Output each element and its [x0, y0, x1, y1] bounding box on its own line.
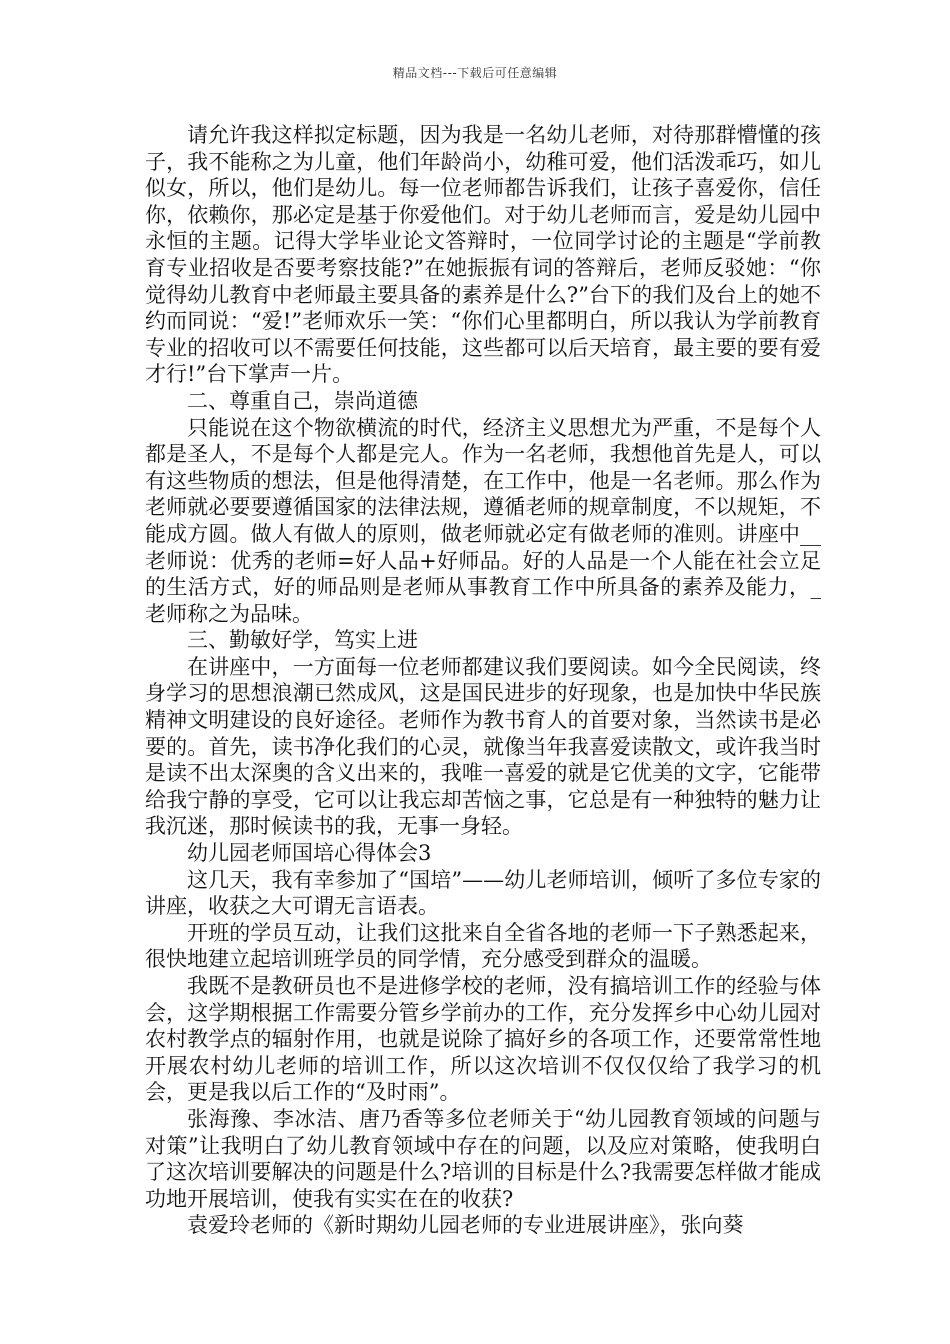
paragraph: 开班的学员互动，让我们这批来自全省各地的老师一下子熟悉起来，很快地建立起培训班学员的同学情，充分感受到群众的温暖。 [145, 920, 821, 972]
page-header: 精品文档---下载后可任意编辑 [392, 66, 558, 80]
paragraph: 张海豫、李冰洁、唐乃香等多位老师关于“幼儿园教育领域的问题与对策”让我明白了幼儿教育领域中存在的问题，以及应对策略，使我明白了这次培训要解决的问题是什么?培训的目标是什么?我需要怎样做才能成功地开展培训，使我有实实在在的收获? [145, 1106, 821, 1211]
paragraph: 请允许我这样拟定标题，因为我是一名幼儿老师，对待那群懵懂的孩子，我不能称之为儿童，他们年龄尚小，幼稚可爱，他们活泼乖巧，如儿似女，所以，他们是幼儿。每一位老师都告诉我们，让孩子喜爱你，信任你，依赖你，那必定是基于你爱他们。对于幼儿老师而言，爱是幼儿园中永恒的主题。记得大学毕业论文答辩时，一位同学讨论的主题是“学前教育专业招收是否要考察技能?”在她振振有词的答辩后，老师反驳她：“你觉得幼儿教育中老师最主要具备的素养是什么?”台下的我们及台上的她不约而同说：“爱!”老师欢乐一笑：“你们心里都明白，所以我认为学前教育专业的招收可以不需要任何技能，这些都可以后天培育，最主要的要有爱才行!”台下掌声一片。 [145, 123, 821, 387]
article-title: 幼儿园老师国培心得体会3 [187, 841, 432, 866]
paragraph: 在讲座中，一方面每一位老师都建议我们要阅读。如今全民阅读，终身学习的思想浪潮已然成风，这是国民进步的好现象，也是加快中华民族精神文明建设的良好途径。老师作为教书育人的首要对象，当然读书是必要的。首先，读书净化我们的心灵，就像当年我喜爱读散文，或许我当时是读不出太深奥的含义出来的，我唯一喜爱的就是它优美的文字，它能带给我宁静的享受，它可以让我忘却苦恼之事，它总是有一种独特的魅力让我沉迷，那时候读书的我，无事一身轻。 [145, 654, 821, 839]
paragraph: 这几天，我有幸参加了“国培”——幼儿老师培训，倾听了多位专家的讲座，收获之大可谓无言语表。 [145, 867, 821, 919]
section-heading: 二、尊重自己，崇尚道德 [187, 388, 418, 413]
section-heading: 三、勤敏好学，笃实上进 [187, 628, 418, 653]
paragraph: 我既不是教研员也不是进修学校的老师，没有搞培训工作的经验与体会，这学期根据工作需要分管乡学前办的工作，充分发挥乡中心幼儿园对农村教学点的辐射作用，也就是说除了搞好乡的各项工作，还要常常性地开展农村幼儿老师的培训工作，所以这次培训不仅仅仅给了我学习的机会，更是我以后工作的“及时雨”。 [145, 974, 821, 1105]
paragraph: 只能说在这个物欲横流的时代，经济主义思想尤为严重，不是每个人都是圣人，不是每个人都是完人。作为一名老师，我想他首先是人，可以有这些物质的想法，但是他得清楚，在工作中，他是一名老师。那么作为老师就必要要遵循国家的法律法规，遵循老师的规章制度，不以规矩，不能成方圆。做人有做人的原则，做老师就必定有做老师的准则。讲座中__老师说：优秀的老师=好人品+好师品。好的人品是一个人能在社会立足的生活方式，好的师品则是老师从事教育工作中所具备的素养及能力，_老师称之为品味。 [145, 415, 821, 626]
paragraph: 袁爱玲老师的《新时期幼儿园老师的专业进展讲座》，张向葵 [187, 1213, 744, 1238]
document-body [145, 122, 821, 1239]
